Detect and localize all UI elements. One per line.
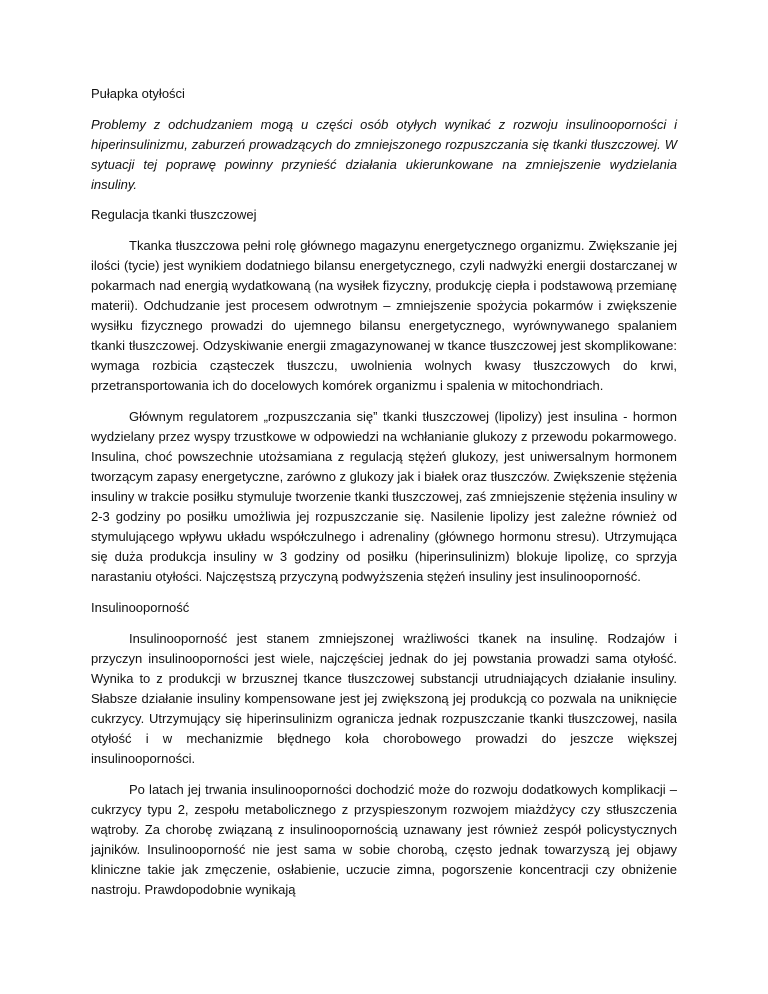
section-heading-insulin-resistance: Insulinooporność bbox=[91, 600, 190, 615]
lead-paragraph: Problemy z odchudzaniem mogą u części osób otyłych wynikać z rozwoju insulinooporności i hiperinsulinizmu, zaburzeń prowadzących do zmniejszonego rozpuszczania się tkanki tłuszczowej. W sytuacji tej poprawę powinny przynieść działania ukierunkowane na zmniejszenie wydzielania insuliny. bbox=[91, 117, 677, 192]
document-page bbox=[91, 84, 677, 911]
paragraph-fat-tissue-storage: Tkanka tłuszczowa pełni rolę głównego magazynu energetycznego organizmu. Zwiększanie jej ilości (tycie) jest wynikiem dodatniego bilansu energetycznego, czyli nadwyżki energii dostarczanej w pokarmach nad energią wydatkowaną (na wysiłek fizyczny, produkcję ciepła i podstawową przemianę materii). Odchudzanie jest procesem odwrotnym – zmniejszenie spożycia pokarmów i zwiększenie wysiłku fizycznego prowadzi do ujemnego bilansu energetycznego, wyrównywanego spalaniem tkanki tłuszczowej. Odzyskiwanie energii zmagazynowanej w tkance tłuszczowej jest skomplikowane: wymaga rozbicia cząsteczek tłuszczu, uwolnienia wolnych kwasy tłuszczowych do krwi, przetransportowania ich do docelowych komórek organizmu i spalenia w mitochondriach. bbox=[91, 238, 677, 393]
paragraph-insulin-resistance-definition: Insulinooporność jest stanem zmniejszonej wrażliwości tkanek na insulinę. Rodzajów i przyczyn insulinooporności jest wiele, najczęściej jednak do jej powstania prowadzi sama otyłość. Wynika to z produkcji w brzusznej tkance tłuszczowej substancji utrudniających działanie insuliny. Słabsze działanie insuliny kompensowane jest jej zwiększoną jej produkcją co pozwala na uniknięcie cukrzycy. Utrzymujący się hiperinsulinizm ogranicza jednak rozpuszczanie tkanki tłuszczowej, nasila otyłość i w mechanizmie błędnego koła chorobowego prowadzi do jeszcze większej insulinooporności. bbox=[91, 631, 677, 766]
section-heading-fat-tissue-regulation: Regulacja tkanki tłuszczowej bbox=[91, 207, 257, 222]
paragraph-insulin-resistance-complications: Po latach jej trwania insulinooporności dochodzić może do rozwoju dodatkowych komplikacji – cukrzycy typu 2, zespołu metabolicznego z przyspieszonym rozwojem miażdżycy czy stłuszczenia wątroby. Za chorobę związaną z insulinoopornością uznawany jest również zespół policystycznych jajników. Insulinooporność nie jest sama w sobie chorobą, często jednak towarzyszą jej objawy kliniczne takie jak zmęczenie, osłabienie, uczucie zimna, pogorszenie koncentracji czy obniżenie nastroju. Prawdopodobnie wynikają bbox=[91, 782, 677, 897]
paragraph-lipolysis-regulator: Głównym regulatorem „rozpuszczania się” tkanki tłuszczowej (lipolizy) jest insulina - hormon wydzielany przez wyspy trzustkowe w odpowiedzi na wchłanianie glukozy z przewodu pokarmowego. Insulina, choć powszechnie utożsamiana z regulacją stężeń glukozy, jest uniwersalnym hormonem tworzącym zapasy energetyczne, zarówno z glukozy jak i białek oraz tłuszczów. Zwiększenie stężenia insuliny w trakcie posiłku stymuluje tworzenie tkanki tłuszczowej, zaś zmniejszenie stężenia insuliny w 2-3 godziny po posiłku umożliwia jej rozpuszczanie się. Nasilenie lipolizy jest zależne również od stymulującego wpływu układu współczulnego i adrenaliny (głównego hormonu stresu). Utrzymująca się duża produkcja insuliny w 3 godziny od posiłku (hiperinsulinizm) blokuje lipolizę, co sprzyja narastaniu otyłości. Najczęstszą przyczyną podwyższenia stężeń insuliny jest insulinooporność. bbox=[91, 409, 677, 584]
document-title: Pułapka otyłości bbox=[91, 86, 185, 101]
